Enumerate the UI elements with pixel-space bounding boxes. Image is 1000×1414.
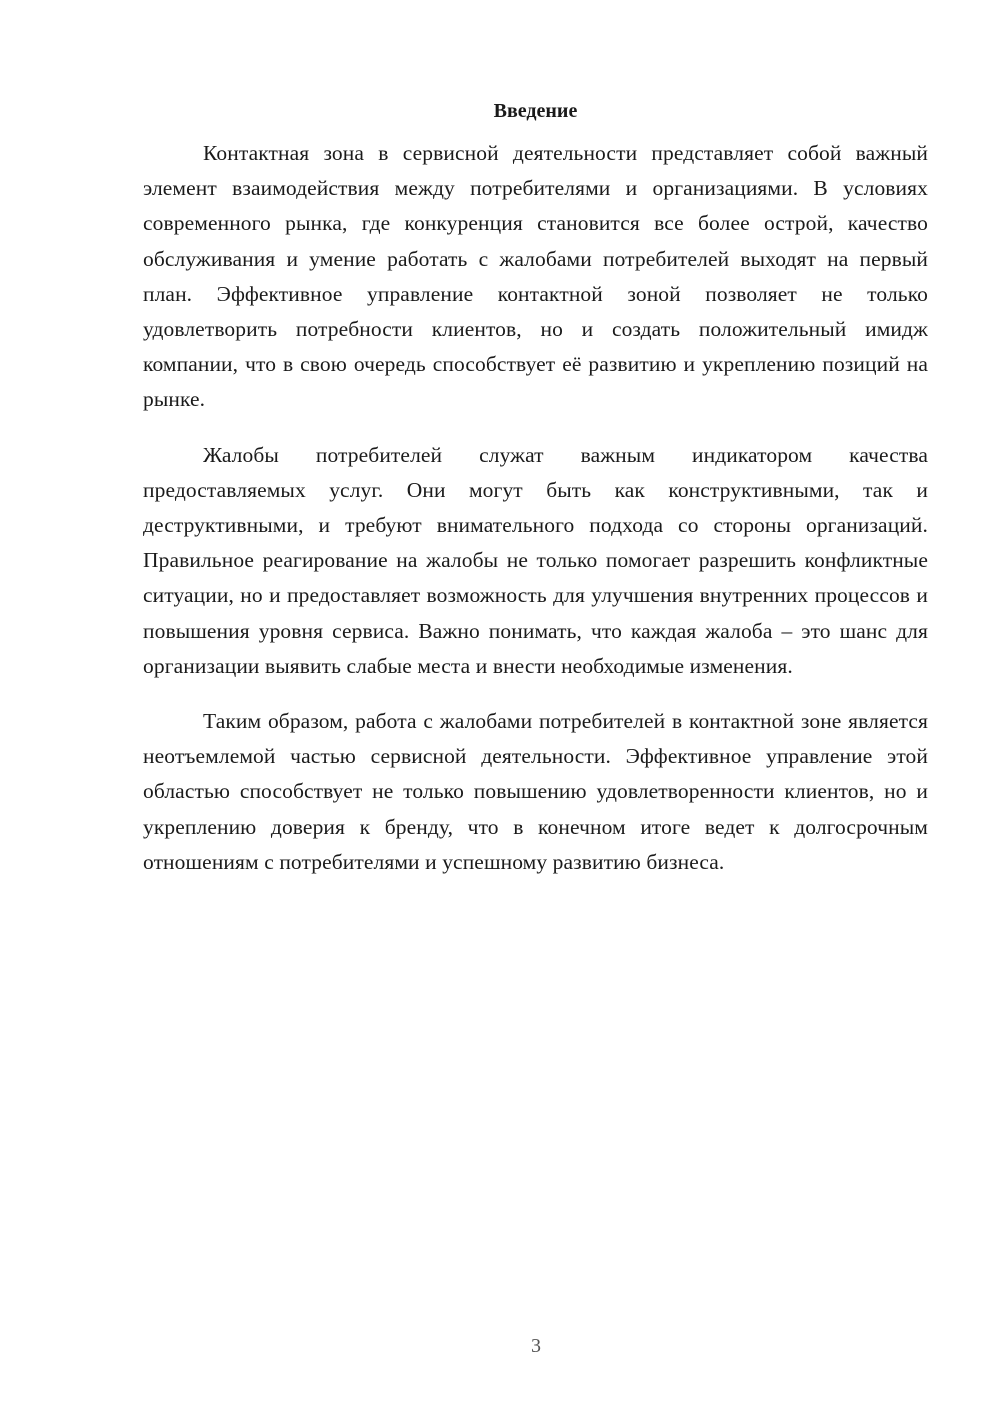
page-number: 3 bbox=[531, 1335, 541, 1357]
section-heading: Введение bbox=[493, 100, 578, 122]
paragraph-1: Контактная зона в сервисной деятельности представляет собой важный элемент взаимодействия между потребителями и организациями. В условиях современного рынка, где конкуренция становится все более острой, качество обслуживания и умение работать с жалобами потребителей выходят на первый план. Эффективное управление контактной зоной позволяет не только удовлетворить потребности клиентов, но и создать положительный имидж компании, что в свою очередь способствует её развитию и укреплению позиций на рынке. bbox=[143, 141, 928, 412]
paragraph-2: Жалобы потребителей служат важным индикатором качества предоставляемых услуг. Они могут быть как конструктивными, так и деструктивными, и требуют внимательного подхода со стороны организаций. Правильное реагирование на жалобы не только помогает разрешить конфликтные ситуации, но и предоставляет возможность для улучшения внутренних процессов и повышения уровня сервиса. Важно понимать, что каждая жалоба – это шанс для организации выявить слабые места и внести необходимые изменения. bbox=[143, 442, 928, 678]
page-content bbox=[143, 96, 928, 900]
paragraph-3: Таким образом, работа с жалобами потребителей в контактной зоне является неотъемлемой частью сервисной деятельности. Эффективное управление этой областью способствует не только повышению удовлетворенности клиентов, но и укреплению доверия к бренду, что в конечном итоге ведет к долгосрочным отношениям с потребителями и успешному развитию бизнеса. bbox=[143, 709, 928, 874]
